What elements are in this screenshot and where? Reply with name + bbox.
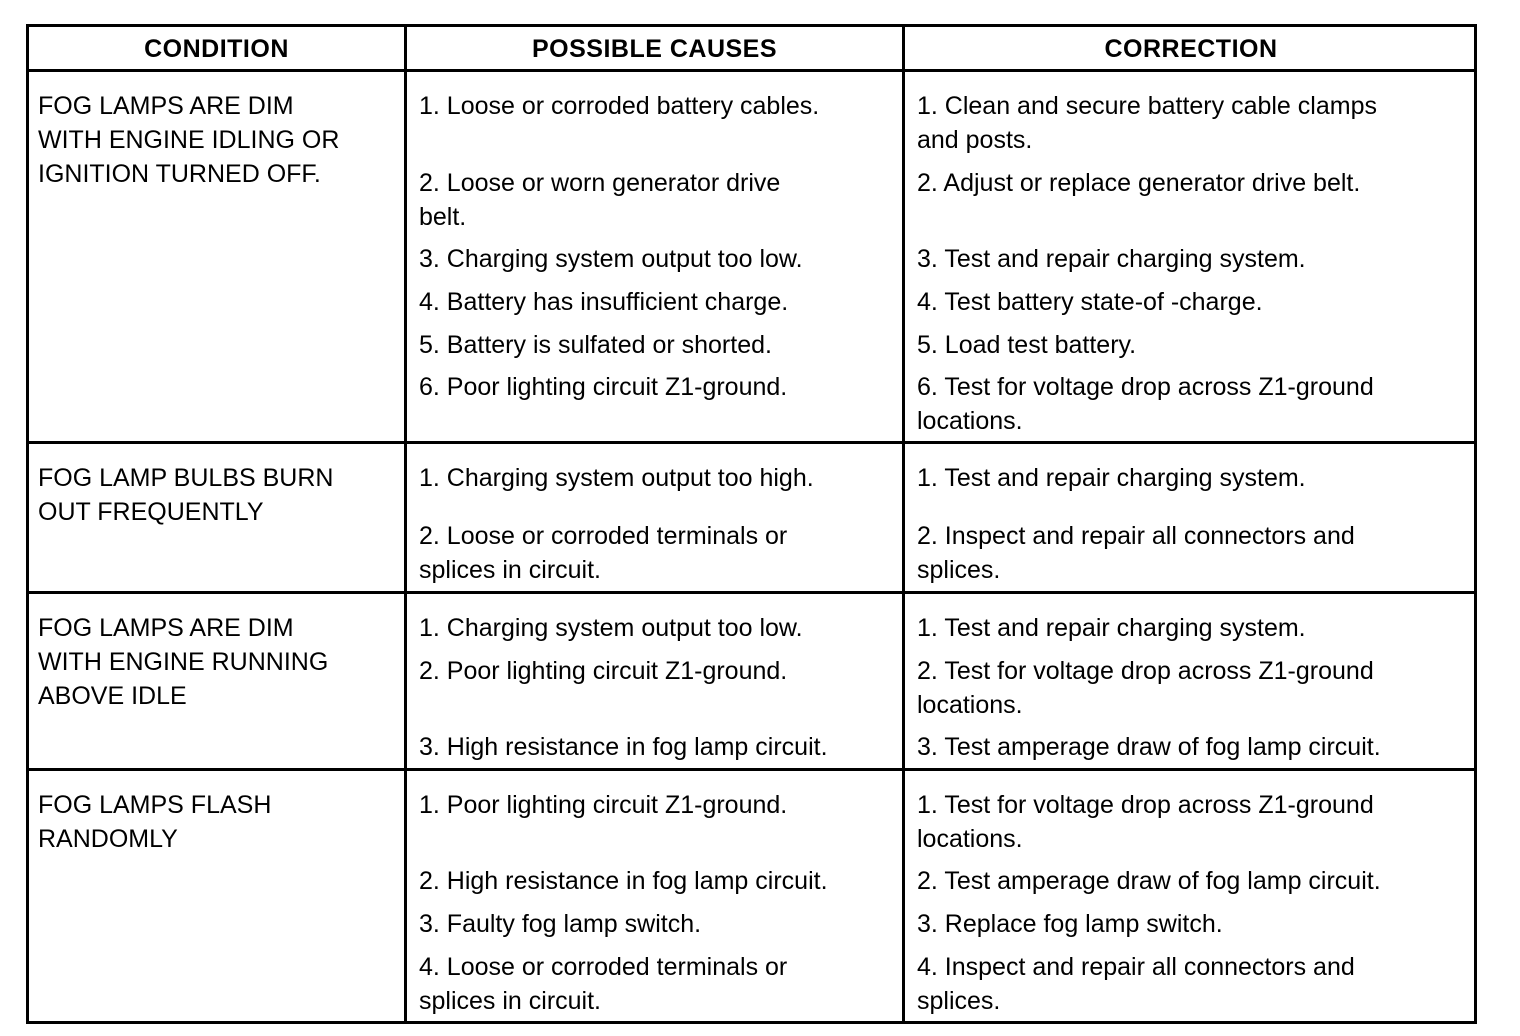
correction-item: 1. Test and repair charging system. (917, 464, 1306, 492)
condition-cell: FOG LAMP BULBS BURN OUT FREQUENTLY (38, 464, 334, 526)
header-divider (29, 69, 1474, 72)
cause-item: 1. Poor lighting circuit Z1-ground. (419, 791, 788, 819)
troubleshooting-table (26, 24, 1477, 1024)
cause-item: 1. Loose or corroded battery cables. (419, 92, 820, 120)
row-divider (29, 768, 1474, 771)
header-correction: CORRECTION (1104, 35, 1278, 63)
cause-item: 2. Loose or corroded terminals or splices in circuit. (419, 522, 788, 584)
row-divider (29, 591, 1474, 594)
cause-item: 1. Charging system output too low. (419, 614, 803, 642)
cause-item: 2. High resistance in fog lamp circuit. (419, 867, 828, 895)
correction-item: 2. Test for voltage drop across Z1-ground locations. (917, 657, 1374, 719)
cause-item: 6. Poor lighting circuit Z1-ground. (419, 373, 788, 401)
correction-item: 5. Load test battery. (917, 331, 1137, 359)
cause-item: 4. Loose or corroded terminals or splices in circuit. (419, 953, 788, 1015)
correction-item: 2. Test amperage draw of fog lamp circuit. (917, 867, 1381, 895)
condition-cell: FOG LAMPS FLASH RANDOMLY (38, 791, 272, 853)
correction-item: 4. Inspect and repair all connectors and splices. (917, 953, 1355, 1015)
correction-item: 6. Test for voltage drop across Z1-ground locations. (917, 373, 1374, 435)
column-divider (404, 27, 407, 1021)
correction-item: 1. Test and repair charging system. (917, 614, 1306, 642)
column-divider (902, 27, 905, 1021)
correction-item: 3. Replace fog lamp switch. (917, 910, 1223, 938)
cause-item: 3. Charging system output too low. (419, 245, 803, 273)
correction-item: 1. Clean and secure battery cable clamps and posts. (917, 92, 1377, 154)
condition-cell: FOG LAMPS ARE DIM WITH ENGINE IDLING OR IGNITION TURNED OFF. (38, 92, 340, 188)
correction-item: 4. Test battery state-of -charge. (917, 288, 1263, 316)
correction-item: 2. Inspect and repair all connectors and splices. (917, 522, 1355, 584)
cause-item: 1. Charging system output too high. (419, 464, 814, 492)
cause-item: 4. Battery has insufficient charge. (419, 288, 789, 316)
condition-cell: FOG LAMPS ARE DIM WITH ENGINE RUNNING ABOVE IDLE (38, 614, 329, 710)
cause-item: 2. Loose or worn generator drive belt. (419, 169, 781, 231)
cause-item: 5. Battery is sulfated or shorted. (419, 331, 772, 359)
correction-item: 3. Test amperage draw of fog lamp circuit. (917, 733, 1381, 761)
cause-item: 3. High resistance in fog lamp circuit. (419, 733, 828, 761)
header-possible-causes: POSSIBLE CAUSES (531, 35, 778, 63)
correction-item: 1. Test for voltage drop across Z1-ground locations. (917, 791, 1374, 853)
correction-item: 3. Test and repair charging system. (917, 245, 1306, 273)
header-condition: CONDITION (144, 35, 289, 63)
row-divider (29, 441, 1474, 444)
cause-item: 2. Poor lighting circuit Z1-ground. (419, 657, 788, 685)
correction-item: 2. Adjust or replace generator drive belt. (917, 169, 1361, 197)
cause-item: 3. Faulty fog lamp switch. (419, 910, 702, 938)
